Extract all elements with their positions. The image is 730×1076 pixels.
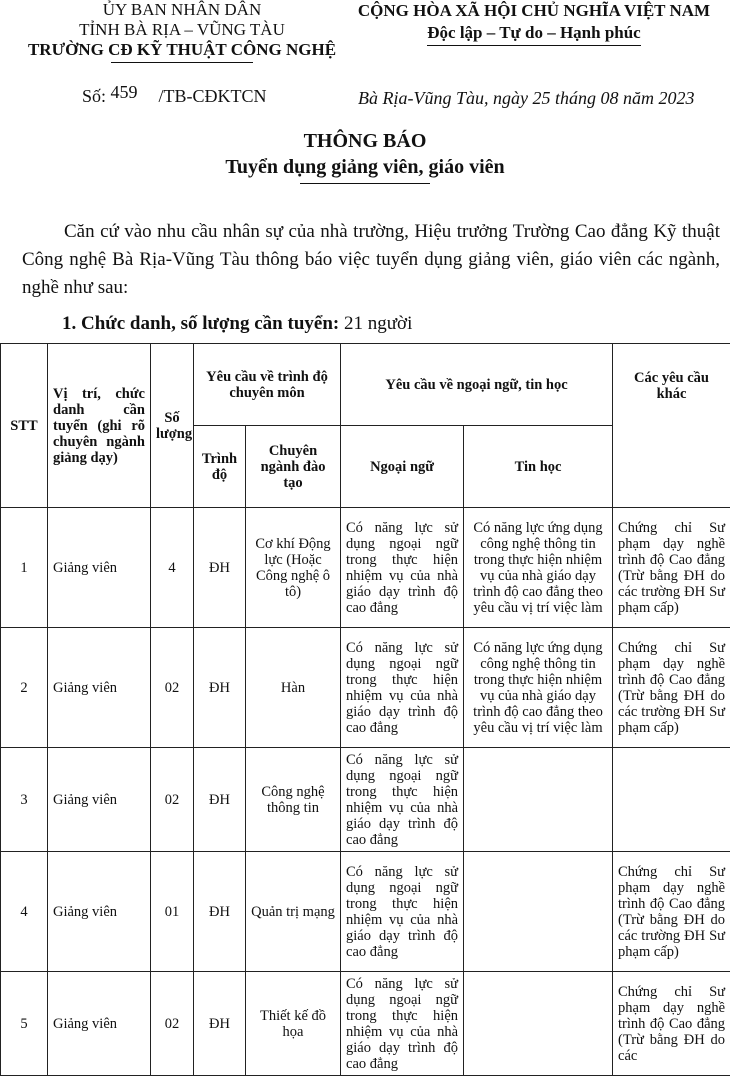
issuer-underline <box>111 62 253 63</box>
section-heading <box>62 313 412 335</box>
national-motto-block <box>338 0 730 46</box>
cell-stt: 1 <box>1 508 48 628</box>
issuer-line-3: TRƯỜNG CĐ KỸ THUẬT CÔNG NGHỆ <box>12 40 352 60</box>
intro-paragraph: Căn cứ vào nhu cầu nhân sự của nhà trường, Hiệu trưởng Trường Cao đẳng Kỹ thuật Công nghệ Bà Rịa-Vũng Tàu thông báo việc tuyển dụng giảng viên, giáo viên các ngành, nghề như sau: <box>22 218 720 302</box>
cell-foreign-language: Có năng lực sử dụng ngoại ngữ trong thực hiện nhiệm vụ của nhà giáo dạy trình độ cao đẳng <box>341 972 464 1076</box>
table-row <box>1 852 730 972</box>
cell-stt: 4 <box>1 852 48 972</box>
subject-underline <box>300 183 430 184</box>
cell-foreign-language: Có năng lực sử dụng ngoại ngữ trong thực hiện nhiệm vụ của nhà giáo dạy trình độ cao đẳng <box>341 508 464 628</box>
header-other: Các yêu cầu khác <box>613 344 730 508</box>
cell-other: Chứng chỉ Sư phạm dạy nghề trình độ Cao đẳng (Trừ bằng ĐH do các trường ĐH Sư phạm cấp) <box>613 628 730 748</box>
cell-level: ĐH <box>194 748 246 852</box>
header-stt: STT <box>1 344 48 508</box>
place-date: Bà Rịa-Vũng Tàu, ngày 25 tháng 08 năm 2023 <box>358 88 694 109</box>
cell-major: Hàn <box>246 628 341 748</box>
issuer-line-2: TỈNH BÀ RỊA – VŨNG TÀU <box>12 20 352 40</box>
cell-other: Chứng chỉ Sư phạm dạy nghề trình độ Cao đẳng (Trừ bằng ĐH do các trường ĐH Sư phạm cấp) <box>613 508 730 628</box>
cell-it <box>464 748 613 852</box>
section-heading-count: 21 người <box>339 313 412 334</box>
cell-position: Giảng viên <box>48 972 151 1076</box>
so-suffix: /TB-CĐKTCN <box>159 86 267 106</box>
header-foreign-language: Ngoại ngữ <box>341 426 464 508</box>
cell-position: Giảng viên <box>48 852 151 972</box>
cell-quantity: 02 <box>151 972 194 1076</box>
issuer-block <box>12 0 352 63</box>
cell-other: Chứng chỉ Sư phạm dạy nghề trình độ Cao đẳng (Trừ bằng ĐH do các trường ĐH Sư phạm cấp) <box>613 852 730 972</box>
header-professional: Yêu cầu về trình độ chuyên môn <box>194 344 341 426</box>
document-number <box>82 86 267 107</box>
header-level: Trình độ <box>194 426 246 508</box>
cell-foreign-language: Có năng lực sử dụng ngoại ngữ trong thực hiện nhiệm vụ của nhà giáo dạy trình độ cao đẳng <box>341 628 464 748</box>
national-title: CỘNG HÒA XÃ HỘI CHỦ NGHĨA VIỆT NAM <box>338 0 730 22</box>
so-number: 459 <box>111 82 159 103</box>
cell-quantity: 02 <box>151 748 194 852</box>
national-motto: Độc lập – Tự do – Hạnh phúc <box>427 22 640 46</box>
cell-stt: 2 <box>1 628 48 748</box>
cell-other <box>613 748 730 852</box>
issuer-line-1: ỦY BAN NHÂN DÂN <box>12 0 352 20</box>
cell-quantity: 01 <box>151 852 194 972</box>
cell-it: Có năng lực ứng dụng công nghệ thông tin trong thực hiện nhiệm vụ của nhà giáo dạy trình độ cao đẳng theo yêu cầu vị trí việc làm <box>464 508 613 628</box>
cell-position: Giảng viên <box>48 628 151 748</box>
cell-stt: 3 <box>1 748 48 852</box>
cell-foreign-language: Có năng lực sử dụng ngoại ngữ trong thực hiện nhiệm vụ của nhà giáo dạy trình độ cao đẳng <box>341 852 464 972</box>
cell-other: Chứng chỉ Sư phạm dạy nghề trình độ Cao đẳng (Trừ bằng ĐH do các <box>613 972 730 1076</box>
cell-position: Giảng viên <box>48 748 151 852</box>
cell-major: Quản trị mạng <box>246 852 341 972</box>
cell-level: ĐH <box>194 628 246 748</box>
cell-level: ĐH <box>194 972 246 1076</box>
cell-foreign-language: Có năng lực sử dụng ngoại ngữ trong thực hiện nhiệm vụ của nhà giáo dạy trình độ cao đẳng <box>341 748 464 852</box>
cell-stt: 5 <box>1 972 48 1076</box>
section-heading-bold: 1. Chức danh, số lượng cần tuyển: <box>62 313 339 334</box>
table-header-row <box>1 344 730 426</box>
cell-major: Cơ khí Động lực (Hoặc Công nghệ ô tô) <box>246 508 341 628</box>
subject-text: Tuyển dụng giảng viên, giáo viên <box>225 156 504 178</box>
cell-quantity: 02 <box>151 628 194 748</box>
cell-major: Công nghệ thông tin <box>246 748 341 852</box>
header-position: Vị trí, chức danh cần tuyển (ghi rõ chuyên ngành giảng dạy) <box>48 344 151 508</box>
table-row <box>1 972 730 1076</box>
document-type-title: THÔNG BÁO <box>0 130 730 153</box>
cell-major: Thiết kế đồ họa <box>246 972 341 1076</box>
table-row <box>1 628 730 748</box>
cell-it <box>464 852 613 972</box>
cell-it <box>464 972 613 1076</box>
so-label: Số: <box>82 86 106 106</box>
cell-position: Giảng viên <box>48 508 151 628</box>
cell-it: Có năng lực ứng dụng công nghệ thông tin trong thực hiện nhiệm vụ của nhà giáo dạy trình độ cao đẳng theo yêu cầu vị trí việc làm <box>464 628 613 748</box>
header-it: Tin học <box>464 426 613 508</box>
recruitment-table <box>0 343 730 1076</box>
table-row <box>1 748 730 852</box>
header-quantity: Số lượng <box>151 344 194 508</box>
cell-level: ĐH <box>194 508 246 628</box>
document-subject <box>0 156 730 184</box>
header-major: Chuyên ngành đào tạo <box>246 426 341 508</box>
table-row <box>1 508 730 628</box>
cell-level: ĐH <box>194 852 246 972</box>
cell-quantity: 4 <box>151 508 194 628</box>
header-language-it: Yêu cầu về ngoại ngữ, tin học <box>341 344 613 426</box>
